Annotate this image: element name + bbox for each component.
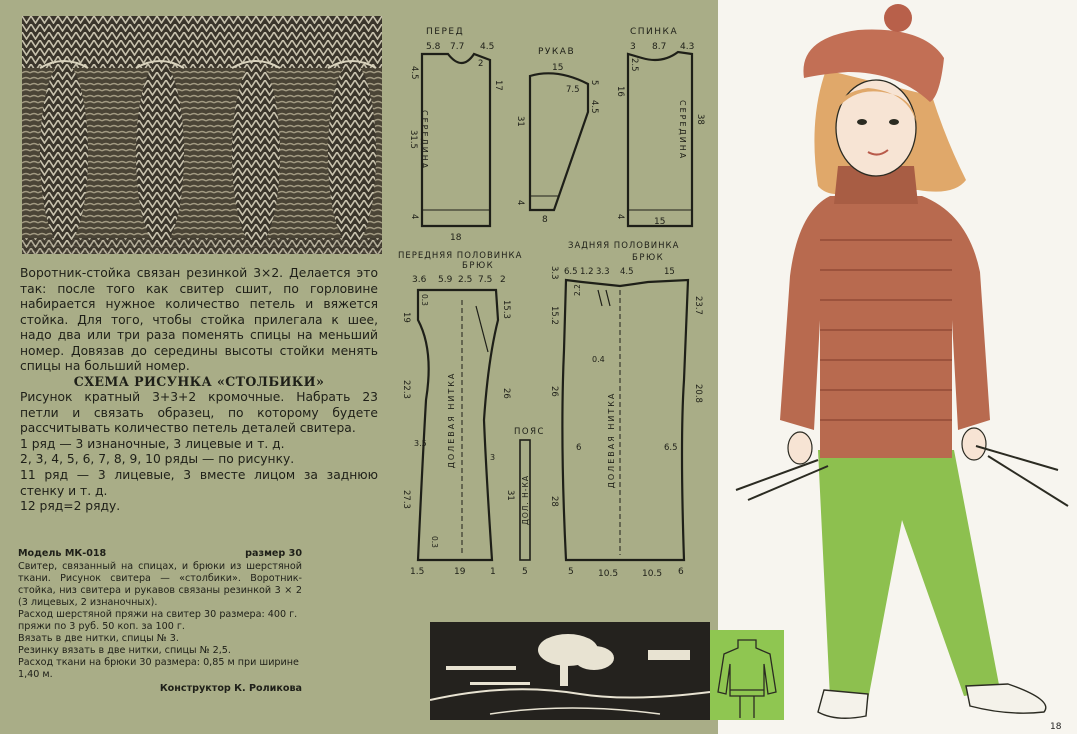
front-trousers-top-dim: 2	[500, 275, 506, 285]
back-trousers-left-dim: 3.3	[549, 266, 559, 280]
girl-illustration	[718, 0, 1077, 720]
back-left-dim: 2.5	[629, 58, 639, 72]
back-trousers-inner-dim: 6.5	[664, 443, 678, 453]
front-left-dim: 4.5	[409, 66, 419, 80]
pattern-diagrams	[392, 0, 718, 600]
front-trousers-right-dim: 26	[501, 388, 511, 399]
collar-instructions: Воротник-стойка связан резинкой 3×2. Делается это так: после того как свитер сшит, по горловине набирается нужное количество петель и вяжется стойка. Для того, чтобы стойка прилегала к шее, надо два или три раза поменять спицы на меньший номер. Довязав до середины высоты стойки менять спицы на больший номер.	[20, 266, 378, 373]
model-line: Расход шерстяной пряжи на свитер 30 размера: 400 г. пряжи по 3 руб. 50 коп. за 100 г.	[18, 609, 298, 632]
front-trousers-inner-dim: 0.3	[430, 536, 439, 548]
back-trousers-top-dim: 15	[664, 267, 675, 277]
belt-grain-label: ДОЛ. Н-КА	[521, 475, 530, 525]
model-description	[18, 548, 302, 695]
front-center-label: СЕРЕДИНА	[420, 110, 429, 171]
back-trousers-top-dim: 6.5	[564, 267, 578, 277]
back-trousers-left-dim: 28	[549, 496, 559, 507]
model-line: Расход ткани на брюки 30 размера: 0,85 м при ширине 1,40 м.	[18, 657, 299, 680]
front-trousers-inner-dim: 3	[490, 453, 496, 462]
front-trousers-grain-label: ДОЛЕВАЯ НИТКА	[447, 371, 456, 469]
model-line: Вязать в две нитки, спицы № 3.	[18, 633, 179, 644]
back-trousers-label: ЗАДНЯЯ ПОЛОВИНКА	[568, 241, 680, 251]
sleeve-label: РУКАВ	[538, 47, 576, 57]
scheme-line: 11 ряд — 3 лицевые, 3 вместе лицом за заднюю стенку и т. д.	[20, 467, 378, 498]
back-trousers-left-dim: 26	[549, 386, 559, 397]
back-trousers-grain-label: ДОЛЕВАЯ НИТКА	[607, 391, 616, 489]
front-label: ПЕРЕД	[426, 27, 465, 37]
front-trousers-left-dim: 22.3	[401, 380, 411, 399]
pattern-scheme-title: СХЕМА РИСУНКА «СТОЛБИКИ»	[73, 374, 325, 389]
designer-credit: Конструктор К. Роликова	[159, 683, 302, 694]
sleeve-inner-dim: 4.5	[589, 100, 599, 114]
model-header	[18, 548, 302, 561]
back-top-dim: 4.3	[680, 42, 695, 52]
front-top-dim: 4.5	[480, 42, 495, 52]
sleeve-left-dim: 31	[515, 116, 525, 127]
scheme-line: 12 ряд=2 ряду.	[20, 499, 121, 514]
front-top-dim: 7.7	[450, 42, 465, 52]
scheme-line: Рисунок кратный 3+3+2 кромочные. Набрать 23 петли и связать образец, по которому будете рассчитывать количество петель деталей свитера.	[20, 390, 378, 436]
model-line: Резинку вязать в две нитки, спицы № 2,5.	[18, 645, 231, 656]
back-top-dim: 3	[630, 42, 636, 52]
back-trousers-inner-dim: 6	[576, 443, 582, 453]
front-trousers-label: ПЕРЕДНЯЯ ПОЛОВИНКА	[398, 251, 523, 261]
front-trousers-inner-dim: 3.5	[414, 439, 427, 448]
scheme-line: 2, 3, 4, 5, 6, 7, 8, 9, 10 ряды — по рисунку.	[20, 452, 295, 467]
back-trousers-top-dim: 1.2	[580, 267, 594, 277]
front-trousers-left-dim: 27.3	[401, 490, 411, 509]
sleeve-inner-dim: 5	[589, 80, 599, 86]
back-bottom-dim: 15	[654, 217, 666, 227]
trousers	[818, 450, 1000, 700]
pattern-scheme-text	[20, 390, 378, 515]
back-trousers-bottom-dim: 6	[678, 567, 684, 577]
sleeve-top-dim: 15	[552, 63, 564, 73]
front-trousers-top-dim: 2.5	[458, 275, 473, 285]
back-left-dim: 4	[615, 214, 625, 220]
front-left-dim: 4	[409, 214, 419, 220]
back-trousers-bottom-dim: 5	[568, 567, 574, 577]
sleeve-left-dim: 4	[515, 200, 525, 206]
back-trousers-top-dim: 4.5	[620, 267, 634, 277]
back-right-dim: 38	[695, 114, 705, 125]
back-trousers-left-dim: 15.2	[549, 306, 559, 325]
front-right-dim: 17	[493, 80, 503, 91]
sleeve-bottom-dim: 8	[542, 215, 548, 225]
page-number: 18	[1050, 722, 1062, 732]
front-right-dim: 2	[478, 59, 484, 69]
front-trousers-bottom-dim: 1	[490, 567, 496, 577]
front-trousers-bottom-dim: 1.5	[410, 567, 425, 577]
knit-swatch-photo	[22, 16, 382, 254]
back-trousers-inner-dim: 2.2	[573, 284, 582, 296]
back-left-dim: 16	[615, 86, 625, 97]
model-size: размер 30	[245, 548, 302, 559]
back-trousers-inner-dim: 0.4	[592, 355, 605, 364]
front-bottom-dim: 18	[450, 233, 462, 243]
landscape-schematic	[430, 622, 710, 720]
front-trousers-bottom-dim: 19	[454, 567, 466, 577]
scheme-line: 1 ряд — 3 изнаночные, 3 лицевые и т. д.	[20, 436, 285, 451]
back-trousers-bottom-dim: 10.5	[598, 569, 619, 579]
back-label: СПИНКА	[630, 27, 679, 37]
back-trousers-right-dim: 20.8	[693, 384, 703, 403]
model-line: Свитер, связанный на спицах, и брюки из шерстяной ткани. Рисунок свитера — «столбики». Воротник-стойка, низ свитера и рукавов связаны резинкой 3 × 2 (3 лицевых, 2 изнаночных).	[18, 561, 302, 608]
front-trousers-top-dim: 3.6	[412, 275, 427, 285]
model-code: Модель МК-018	[18, 548, 107, 559]
front-trousers-left-dim: 19	[401, 312, 411, 323]
front-trousers-right-dim: 15.3	[501, 300, 511, 319]
front-trousers-top-dim: 7.5	[478, 275, 493, 285]
sweater	[780, 196, 990, 458]
front-trousers-label: БРЮК	[462, 261, 495, 271]
back-trousers-bottom-dim: 10.5	[642, 569, 663, 579]
back-trousers-right-dim: 23.7	[693, 296, 703, 315]
belt-label: ПОЯС	[514, 427, 545, 437]
belt-bottom-dim: 5	[522, 567, 528, 577]
belt-side-dim: 31	[505, 490, 515, 501]
front-top-dim: 5.8	[426, 42, 441, 52]
back-top-dim: 8.7	[652, 42, 667, 52]
back-trousers-top-dim: 3.3	[596, 267, 610, 277]
front-trousers-top-dim: 5.9	[438, 275, 453, 285]
front-left-dim: 31.5	[408, 130, 418, 149]
front-trousers-inner-dim: 0.3	[420, 294, 429, 306]
back-trousers-label: БРЮК	[632, 253, 665, 263]
back-center-label: СЕРЕДИНА	[678, 100, 687, 161]
sleeve-inner-dim: 7.5	[566, 85, 580, 95]
